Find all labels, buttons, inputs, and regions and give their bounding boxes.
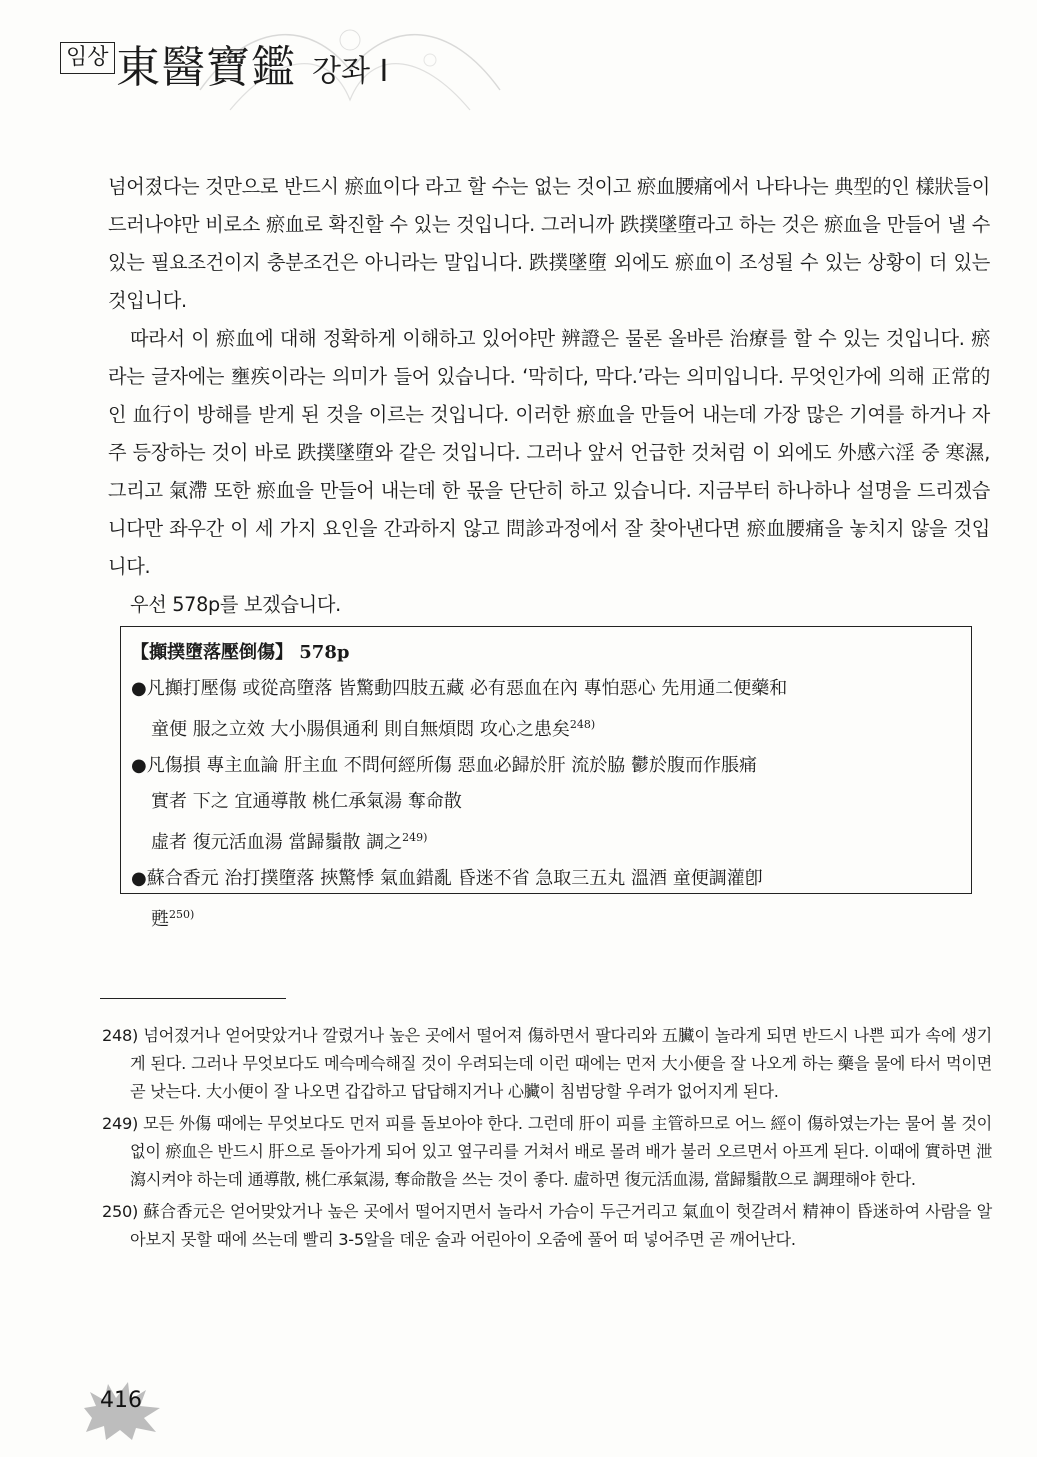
box-line: 童便 服之立效 大小腸俱通利 則自無煩悶 攻心之患矣$^{248)}$ [151, 718, 596, 740]
footnote-ref: 249) [402, 831, 428, 844]
box-heading: 【攧撲墮落壓倒傷】 578p [131, 642, 350, 663]
body-text [108, 168, 990, 624]
footnotes [102, 1022, 992, 1258]
paragraph: 우선 578p를 보겠습니다. [130, 593, 341, 616]
quote-box [120, 626, 972, 930]
section-tag: 임상 [60, 42, 115, 74]
footnote: 250) 蘇合香元은 얻어맞았거나 높은 곳에서 떨어지면서 놀라서 가슴이 두근거리고 氣血이 헛갈려서 精神이 昏迷하여 사람을 알아보지 못할 때에 쓰는데 빨리 3-5알을 데운 술과 어린아이 오줌에 풀어 떠 넣어주면 곧 깨어난다. [102, 1202, 992, 1249]
box-line: ●凡攧打壓傷 或從高墮落 皆驚動四肢五藏 必有惡血在內 專怕惡心 先用通二便藥和 [131, 678, 788, 699]
paragraph: 따라서 이 瘀血에 대해 정확하게 이해하고 있어야만 辨證은 물론 올바른 治療를 할 수 있는 것입니다. 瘀라는 글자에는 壅疾이라는 의미가 들어 있습니다. ‘막히다, 막다.’라는 의미입니다. 무엇인가에 의해 正常的인 血行이 방해를 받게 된 것을 이르는 것입니다. 이러한 瘀血을 만들어 내는데 가장 많은 기여를 하거나 자주 등장하는 것이 바로 跌撲墜墮와 같은 것입니다. 그러나 앞서 언급한 것처럼 이 외에도 外感六淫 중 寒濕, 그리고 氣滯 또한 瘀血을 만들어 내는데 한 몫을 단단히 하고 있습니다. 지금부터 하나하나 설명을 드리겠습니다만 좌우간 이 세 가지 요인을 간과하지 않고 問診과정에서 잘 찾아낸다면 瘀血腰痛을 놓치지 않을 것입니다. [108, 327, 990, 578]
book-subtitle: 강좌 I [312, 54, 389, 89]
paragraph: 넘어졌다는 것만으로 반드시 瘀血이다 라고 할 수는 없는 것이고 瘀血腰痛에서 나타나는 典型的인 樣狀들이 드러나야만 비로소 瘀血로 확진할 수 있는 것입니다. 그러니까 跌撲墜墮라고 하는 것은 瘀血을 만들어 낼 수 있는 필요조건이지 충분조건은 아니라는 말입니다. 跌撲墜墮 외에도 瘀血이 조성될 수 있는 상황이 더 있는 것입니다. [108, 175, 990, 312]
footnote-ref: 250) [169, 908, 195, 921]
box-line: ●蘇合香元 治打撲墮落 挾驚悸 氣血錯亂 昏迷不省 急取三五丸 溫酒 童便調灌卽 [131, 868, 763, 889]
box-line: 虛者 復元活血湯 當歸鬚散 調之$^{249)}$ [151, 831, 428, 853]
page-number: 416 [100, 1388, 142, 1413]
footnote-divider [100, 998, 286, 999]
box-line: 實者 下之 宜通導散 桃仁承氣湯 奪命散 [151, 791, 462, 812]
footnote-ref: 248) [569, 718, 596, 731]
footnote: 248) 넘어졌거나 얻어맞았거나 깔렸거나 높은 곳에서 떨어져 傷하면서 팔다리와 五臟이 놀라게 되면 반드시 나쁜 피가 속에 생기게 된다. 그러나 무엇보다도 메슥메슥해질 것이 우려되는데 이런 때에는 먼저 大小便을 잘 나오게 하는 藥을 물에 타서 먹이면 곧 낫는다. 大小便이 잘 나오면 갑갑하고 답답해지거나 心臟이 침범당할 우려가 없어지게 된다. [102, 1026, 992, 1101]
footnote: 249) 모든 外傷 때에는 무엇보다도 먼저 피를 돌보아야 한다. 그런데 肝이 피를 主管하므로 어느 經이 傷하였는가는 물어 볼 것이 없이 瘀血은 반드시 肝으로 돌아가게 되어 있고 옆구리를 거쳐서 배로 몰려 배가 불러 오르면서 아프게 된다. 이때에 實하면 泄瀉시켜야 하는데 通導散, 桃仁承氣湯, 奪命散을 쓰는 것이 좋다. 虛하면 復元活血湯, 當歸鬚散으로 調理해야 한다. [102, 1114, 992, 1189]
book-title: 東醫寶鑑 [116, 42, 296, 93]
box-line: 甦$^{250)}$ [151, 908, 195, 930]
box-line: ●凡傷損 專主血論 肝主血 不問何經所傷 惡血必歸於肝 流於脇 鬱於腹而作脹痛 [131, 755, 758, 776]
